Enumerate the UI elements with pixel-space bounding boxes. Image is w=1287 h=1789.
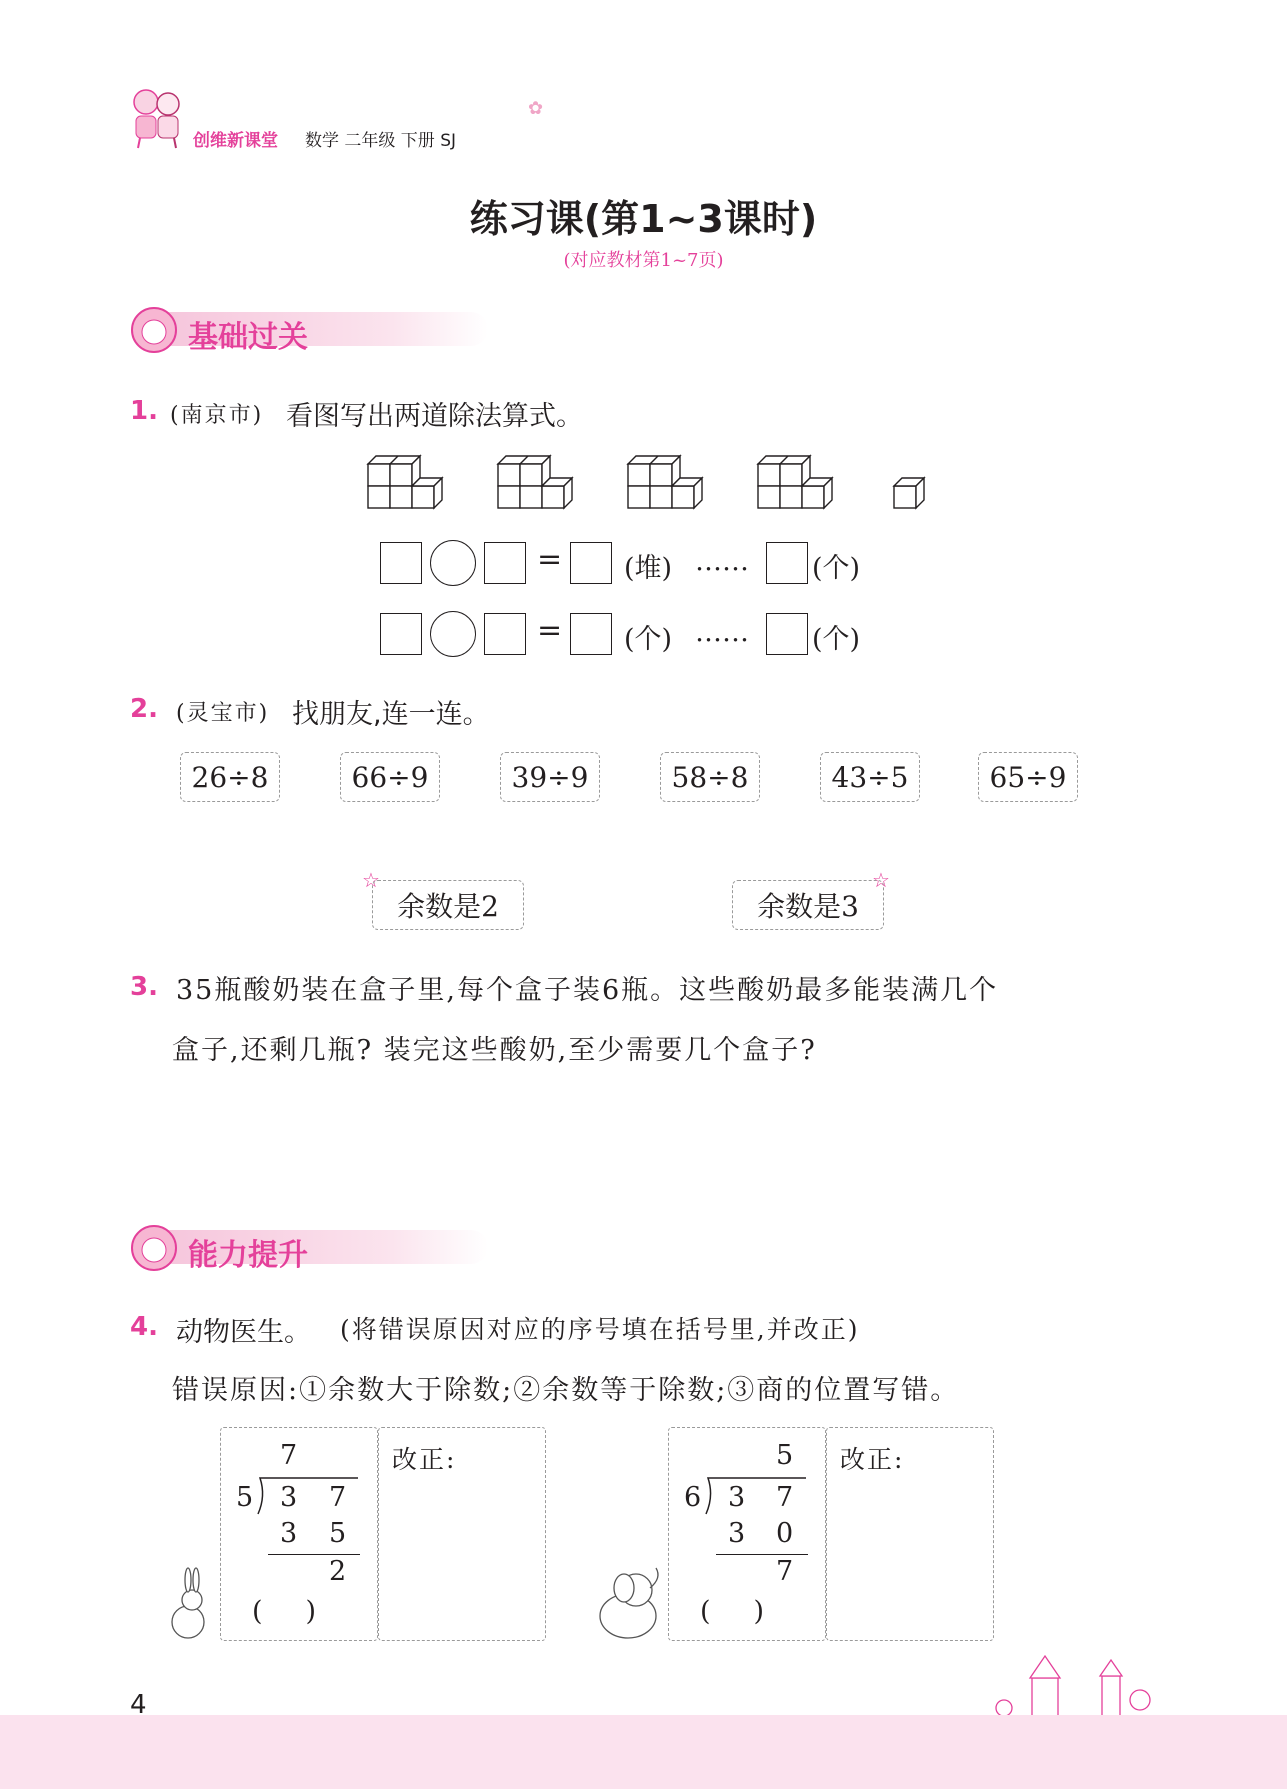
elephant-illustration (590, 1558, 668, 1646)
q2-expression-card[interactable]: 65÷9 (978, 752, 1078, 802)
q4-left-remainder: 2 (329, 1556, 347, 1587)
q4-right-divisor: 6 (684, 1482, 702, 1513)
q4-right-dividend-ones: 7 (776, 1482, 794, 1513)
section-title-basic: 基础过关 (188, 320, 308, 355)
q1-eq2-dividend-box[interactable] (380, 613, 422, 655)
girl-avatar-icon (128, 306, 180, 358)
q4-left-product-tens: 3 (280, 1518, 298, 1549)
q4-note: (将错误原因对应的序号填在括号里,并改正) (340, 1315, 860, 1344)
star-icon: ☆ (872, 868, 890, 892)
q4-left-product-ones: 5 (329, 1518, 347, 1549)
q1-number: 1. (130, 396, 158, 426)
q3-number: 3. (130, 972, 158, 1002)
footer-band (0, 1715, 1287, 1789)
q2-remainder-card[interactable]: 余数是3 (732, 880, 884, 930)
q4-right-remainder: 7 (776, 1556, 794, 1587)
q3-text-line1: 35瓶酸奶装在盒子里,每个盒子装6瓶。这些酸奶最多能装满几个 (176, 975, 999, 1006)
page-subtitle: (对应教材第1~7页) (563, 250, 724, 271)
q1-eq2-dots: …… (695, 617, 749, 648)
header-flower-icon: ✿ (528, 98, 544, 119)
q2-expression-card[interactable]: 26÷8 (180, 752, 280, 802)
q2-number: 2. (130, 694, 158, 724)
q4-right-dividend-tens: 3 (728, 1482, 746, 1513)
q1-eq1-divisor-box[interactable] (484, 542, 526, 584)
q4-right-division-bracket (702, 1474, 812, 1518)
q4-number: 4. (130, 1312, 158, 1342)
section-title-advanced: 能力提升 (188, 1238, 308, 1273)
header-kids-illustration (128, 84, 188, 150)
q1-eq1-unit1: (堆) (624, 553, 673, 584)
q2-expression-card[interactable]: 58÷8 (660, 752, 760, 802)
boy-avatar-icon (128, 1224, 180, 1276)
q1-eq1-unit2: (个) (812, 553, 861, 584)
q4-right-quotient: 5 (776, 1440, 794, 1471)
q4-left-dividend-tens: 3 (280, 1482, 298, 1513)
q4-left-quotient: 7 (280, 1440, 298, 1471)
rabbit-illustration (166, 1566, 216, 1644)
q3-text-line2: 盒子,还剩几瓶? 装完这些酸奶,至少需要几个盒子? (172, 1035, 817, 1066)
q4-left-division-bracket (254, 1474, 364, 1518)
q1-eq2-divisor-box[interactable] (484, 613, 526, 655)
section-banner-advanced (128, 1224, 508, 1273)
header-brand: 创维新课堂 (193, 131, 278, 151)
header-subject: 数学 二年级 下册 SJ (305, 131, 457, 151)
q4-right-product-tens: 3 (728, 1518, 746, 1549)
star-icon: ☆ (362, 868, 380, 892)
q1-cube-illustration (360, 448, 940, 518)
q4-reasons: 错误原因:①余数大于除数;②余数等于除数;③商的位置写错。 (172, 1375, 960, 1406)
q4-right-product-ones: 0 (776, 1518, 794, 1549)
q1-eq1-dividend-box[interactable] (380, 542, 422, 584)
q1-source: (南京市) (170, 403, 264, 428)
q4-left-dividend-ones: 7 (329, 1482, 347, 1513)
q1-eq2-quotient-box[interactable] (570, 613, 612, 655)
q4-left-subtraction-line (268, 1554, 360, 1555)
q4-right-fix-label: 改正: (840, 1445, 905, 1474)
q4-right-answer-paren[interactable]: ( ) (700, 1596, 764, 1627)
q2-expression-card[interactable]: 39÷9 (500, 752, 600, 802)
q2-remainder-card[interactable]: 余数是2 (372, 880, 524, 930)
q1-eq2-operator-circle[interactable] (430, 611, 476, 657)
castle-decoration (990, 1648, 1170, 1718)
q4-left-fix-label: 改正: (392, 1445, 457, 1474)
q4-right-subtraction-line (716, 1554, 808, 1555)
q4-left-divisor: 5 (236, 1482, 254, 1513)
q1-eq2-unit2: (个) (812, 624, 861, 655)
q1-eq1-equals: = (537, 542, 563, 577)
q2-expression-card[interactable]: 43÷5 (820, 752, 920, 802)
page-number: 4 (130, 1690, 147, 1720)
q2-source: (灵宝市) (176, 701, 270, 726)
q1-eq1-operator-circle[interactable] (430, 540, 476, 586)
q2-text: 找朋友,连一连。 (292, 699, 490, 730)
q1-eq1-remainder-box[interactable] (766, 542, 808, 584)
q1-eq2-equals: = (537, 613, 563, 648)
q4-left-answer-paren[interactable]: ( ) (252, 1596, 316, 1627)
q1-eq1-dots: …… (695, 546, 749, 577)
q1-eq2-remainder-box[interactable] (766, 613, 808, 655)
q1-eq1-quotient-box[interactable] (570, 542, 612, 584)
q1-eq2-unit1: (个) (624, 624, 673, 655)
q1-text: 看图写出两道除法算式。 (286, 401, 583, 432)
q2-expression-card[interactable]: 66÷9 (340, 752, 440, 802)
q4-text: 动物医生。 (176, 1317, 311, 1348)
section-banner-basic (128, 306, 508, 355)
page-title: 练习课(第1~3课时) (469, 197, 818, 241)
